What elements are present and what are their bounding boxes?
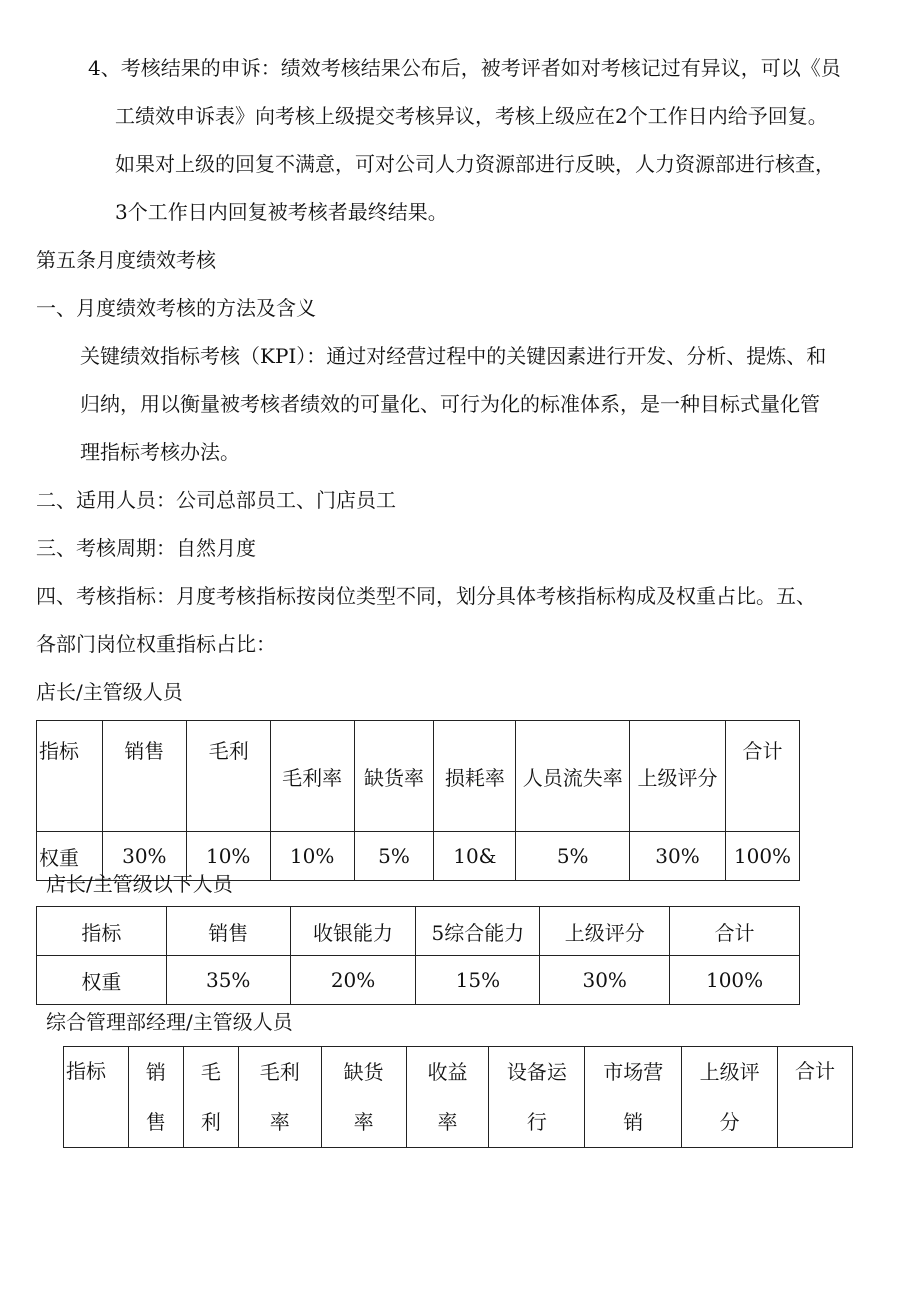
table-cell: 30% xyxy=(540,956,670,1005)
table-row xyxy=(64,1047,853,1148)
appeal-line-1: 4、考核结果的申诉：绩效考核结果公布后，被考评者如对考核记过有异议，可以《员 xyxy=(88,56,841,80)
cell-text: 收益 xyxy=(427,1060,468,1084)
table-cell xyxy=(183,1047,238,1148)
table-cell: 损耗率 xyxy=(434,721,516,832)
section-1-title: 一、月度绩效考核的方法及含义 xyxy=(36,296,316,320)
table-cell: 30% xyxy=(630,832,726,881)
table-cell xyxy=(489,1047,585,1148)
cell-text: 合计 xyxy=(795,1059,836,1083)
cell-text: 销 xyxy=(623,1110,644,1134)
appeal-line-4: 3个工作日内回复被考核者最终结果。 xyxy=(115,200,448,224)
cell-text: 毛利 xyxy=(259,1060,300,1084)
table3-caption: 综合管理部经理/主管级人员 xyxy=(46,1010,293,1034)
cell-text: 率 xyxy=(269,1110,290,1134)
cell-text: 率 xyxy=(353,1110,374,1134)
table-below-manager xyxy=(36,906,800,1005)
section-3: 三、考核周期：自然月度 xyxy=(36,536,256,560)
table-cell: 10% xyxy=(186,832,270,881)
table-cell: 5% xyxy=(354,832,434,881)
cell-text: 销 xyxy=(145,1060,166,1084)
cell-text: 售 xyxy=(145,1110,166,1134)
cell-text: 毛 xyxy=(200,1060,221,1084)
table-cell xyxy=(238,1047,321,1148)
appeal-line-3: 如果对上级的回复不满意，可对公司人力资源部进行反映，人力资源部进行核查， xyxy=(115,152,835,176)
table-cell: 20% xyxy=(290,956,416,1005)
table-store-manager xyxy=(36,720,800,881)
table-cell: 收银能力 xyxy=(290,907,416,956)
table-cell xyxy=(64,1047,129,1148)
cell-text: 设备运 xyxy=(506,1060,567,1084)
appeal-line-2: 工绩效申诉表》向考核上级提交考核异议，考核上级应在2个工作日内给予回复。 xyxy=(115,104,828,128)
table2-caption: 店长/主管级以下人员 xyxy=(46,872,233,896)
cell-text: 缺货 xyxy=(343,1060,384,1084)
table-cell: 100% xyxy=(725,832,799,881)
table-cell: 指标 xyxy=(37,907,167,956)
section-4-line-1: 四、考核指标：月度考核指标按岗位类型不同，划分具体考核指标构成及权重占比。五、 xyxy=(36,584,816,608)
cell-text: 分 xyxy=(719,1110,740,1134)
cell-text: 市场营 xyxy=(603,1060,664,1084)
kpi-line-2: 归纳，用以衡量被考核者绩效的可量化、可行为化的标准体系，是一种目标式量化管 xyxy=(80,392,820,416)
table-cell: 权重 xyxy=(37,956,167,1005)
table-cell: 5% xyxy=(516,832,630,881)
cell-text: 行 xyxy=(526,1110,547,1134)
table-cell: 销售 xyxy=(102,721,186,832)
section-4-line-2: 各部门岗位权重指标占比： xyxy=(36,632,276,656)
table-cell: 35% xyxy=(166,956,290,1005)
table-cell xyxy=(406,1047,489,1148)
table-cell: 合计 xyxy=(670,907,800,956)
table-cell: 毛利 xyxy=(186,721,270,832)
table-cell: 上级评分 xyxy=(540,907,670,956)
kpi-line-1: 关键绩效指标考核（KPI）：通过对经营过程中的关键因素进行开发、分析、提炼、和 xyxy=(80,344,827,368)
table-cell: 15% xyxy=(416,956,540,1005)
cell-text: 利 xyxy=(200,1110,221,1134)
table-row xyxy=(37,721,800,832)
article-heading: 第五条月度绩效考核 xyxy=(36,248,216,272)
table-row xyxy=(37,956,800,1005)
table-cell xyxy=(682,1047,778,1148)
table-cell: 合计 xyxy=(725,721,799,832)
section-2: 二、适用人员：公司总部员工、门店员工 xyxy=(36,488,396,512)
table-admin-manager xyxy=(63,1046,853,1148)
table-cell: 30% xyxy=(102,832,186,881)
table-cell: 10% xyxy=(270,832,354,881)
table-row xyxy=(37,907,800,956)
table-cell: 100% xyxy=(670,956,800,1005)
table-cell: 指标 xyxy=(37,721,103,832)
table-cell xyxy=(321,1047,406,1148)
table-cell xyxy=(585,1047,682,1148)
cell-text: 率 xyxy=(437,1110,458,1134)
cell-text: 上级评 xyxy=(699,1060,760,1084)
table-cell: 销售 xyxy=(166,907,290,956)
table-cell: 10& xyxy=(434,832,516,881)
table-cell: 缺货率 xyxy=(354,721,434,832)
table-cell: 上级评分 xyxy=(630,721,726,832)
table-cell: 权重 xyxy=(37,832,103,881)
table1-caption: 店长/主管级人员 xyxy=(36,680,183,704)
table-cell xyxy=(778,1047,853,1148)
table-cell: 人员流失率 xyxy=(516,721,630,832)
table-cell: 毛利率 xyxy=(270,721,354,832)
table-cell: 5综合能力 xyxy=(416,907,540,956)
table-cell xyxy=(128,1047,183,1148)
kpi-line-3: 理指标考核办法。 xyxy=(80,440,240,464)
cell-text: 指标 xyxy=(66,1059,106,1083)
